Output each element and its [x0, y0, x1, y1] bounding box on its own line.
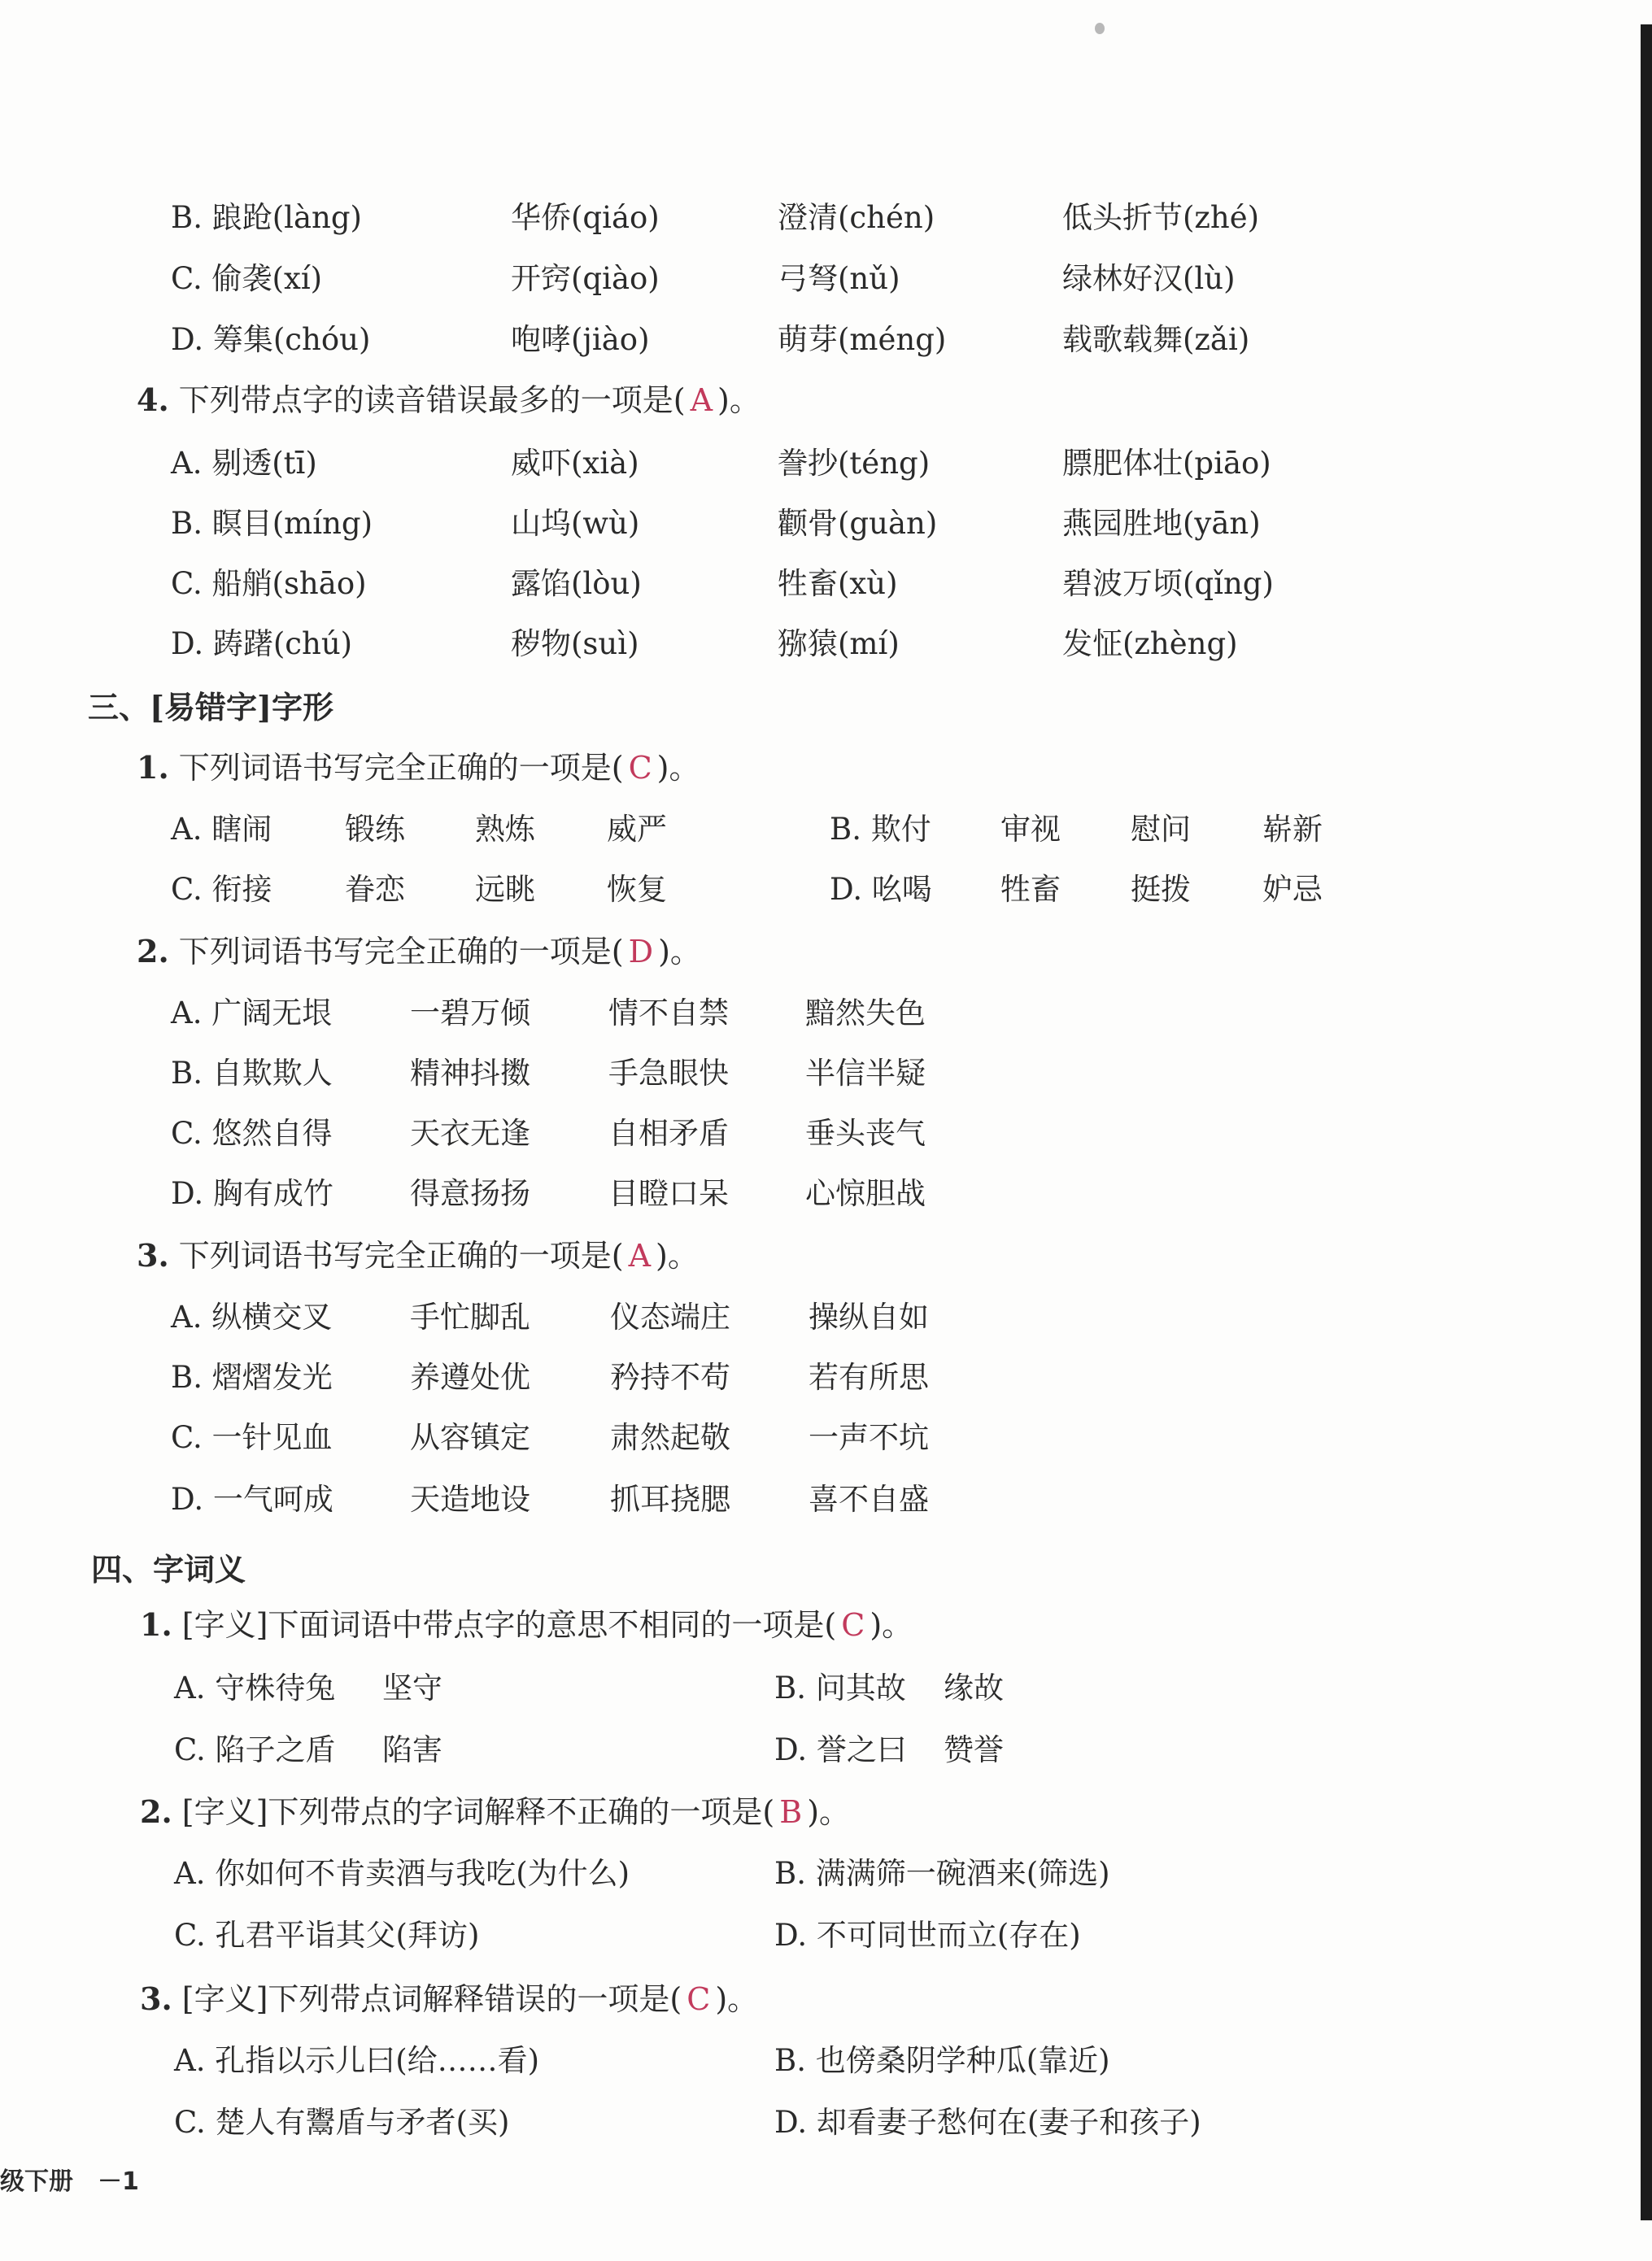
option-cell: 绿林好汉(lù) [1062, 261, 1236, 296]
option-cell: 恢复 [607, 872, 667, 907]
question-stem [137, 743, 700, 792]
option-row [0, 1849, 1652, 1898]
option-cell: 牲畜(xù) [778, 566, 898, 601]
option-cell: D. 不可同世而立(存在) [774, 1918, 1081, 1953]
option-cell: D. 胸有成竹 [171, 1176, 333, 1211]
option-cell: 从容镇定 [410, 1420, 530, 1455]
answer-mark: C [841, 1607, 865, 1643]
option-row [0, 1911, 1652, 1960]
option-row [0, 194, 1652, 242]
option-cell: 喜不自盛 [809, 1482, 929, 1517]
option-cell: 审视 [1000, 812, 1061, 847]
option-cell: D. 却看妻子愁何在(妻子和孩子) [774, 2105, 1201, 2140]
option-row [0, 560, 1652, 608]
answer-mark: C [628, 750, 652, 786]
option-cell: 天造地设 [410, 1482, 530, 1517]
question-number: 3. [140, 1980, 172, 2017]
answer-mark: A [690, 382, 713, 418]
question-row [0, 376, 1652, 425]
option-cell: C. 孔君平诣其父(拜访) [174, 1918, 480, 1953]
question-number: 1. [140, 1606, 172, 1643]
question-end: )。 [656, 1238, 699, 1274]
question-stem [137, 927, 701, 976]
option-cell: 抓耳挠腮 [610, 1482, 730, 1517]
question-end: )。 [656, 750, 700, 786]
question-stem [140, 1788, 850, 1836]
option-row [0, 805, 1652, 854]
option-cell: C. 陷子之盾 [174, 1732, 336, 1767]
option-cell: 萌芽(méng) [778, 322, 947, 357]
option-cell: D. 吆喝 [830, 872, 932, 907]
question-row [0, 1231, 1652, 1280]
option-cell: A. 广阔无垠 [171, 995, 333, 1030]
question-text: 下列词语书写完全正确的一项是( [178, 1238, 624, 1274]
option-cell: 露馅(lòu) [511, 566, 642, 601]
answer-mark: A [628, 1238, 652, 1274]
question-stem [140, 1975, 758, 2024]
question-number: 1. [137, 749, 169, 786]
question-stem [140, 1601, 913, 1649]
option-row [0, 1664, 1652, 1713]
option-cell: 碧波万顷(qǐng) [1062, 566, 1274, 601]
option-cell: 威严 [607, 812, 667, 847]
question-row [0, 1788, 1652, 1836]
scan-speck [1095, 23, 1105, 34]
option-row [0, 1475, 1652, 1524]
option-cell: 低头折节(zhé) [1062, 200, 1260, 235]
option-row [0, 989, 1652, 1038]
question-text: [字义]下面词语中带点字的意思不相同的一项是( [181, 1607, 837, 1643]
option-cell: 陷害 [382, 1732, 442, 1767]
question-end: )。 [715, 1981, 759, 2017]
option-cell: 心惊胆战 [805, 1176, 926, 1211]
option-row [0, 1109, 1652, 1158]
option-row [0, 1726, 1652, 1775]
answer-mark: B [779, 1794, 803, 1830]
option-cell: 载歌载舞(zǎi) [1062, 322, 1250, 357]
option-cell: 发怔(zhèng) [1062, 626, 1238, 661]
option-cell: 燕园胜地(yān) [1062, 506, 1261, 541]
answer-mark: C [687, 1981, 711, 2017]
option-row [0, 499, 1652, 548]
option-cell: 山坞(wù) [511, 506, 640, 541]
option-cell: B. 瞑目(míng) [171, 506, 373, 541]
option-cell: 一碧万倾 [410, 995, 530, 1030]
question-row [0, 927, 1652, 976]
option-cell: 黯然失色 [805, 995, 926, 1030]
option-cell: B. 欺付 [830, 812, 931, 847]
option-row [0, 1170, 1652, 1218]
question-text: 下列词语书写完全正确的一项是( [178, 934, 624, 969]
option-cell: 坚守 [382, 1671, 442, 1706]
option-cell: 若有所思 [809, 1360, 929, 1395]
question-end: )。 [807, 1794, 851, 1830]
option-cell: B. 满满筛一碗酒来(筛选) [774, 1856, 1110, 1891]
option-cell: 半信半疑 [805, 1056, 926, 1091]
option-cell: 熟炼 [475, 812, 535, 847]
question-number: 4. [137, 381, 169, 418]
option-cell: C. 一针见血 [171, 1420, 333, 1455]
option-cell: 颧骨(guàn) [778, 506, 938, 541]
option-cell: 慰问 [1131, 812, 1191, 847]
option-cell: 矜持不苟 [610, 1360, 730, 1395]
option-cell: 开窍(qiào) [511, 261, 660, 296]
option-cell: 得意扬扬 [410, 1176, 530, 1211]
question-text: 下列带点字的读音错误最多的一项是( [178, 382, 686, 418]
option-row [0, 1353, 1652, 1402]
option-cell: 缘故 [944, 1671, 1004, 1706]
option-cell: 咆哮(jiào) [511, 322, 650, 357]
option-cell: D. 一气呵成 [171, 1482, 333, 1517]
option-cell: B. 问其故 [774, 1671, 906, 1706]
option-cell: 天衣无逢 [410, 1116, 530, 1151]
option-cell: 手急眼快 [608, 1056, 729, 1091]
option-cell: C. 偷袭(xí) [171, 261, 323, 296]
option-row [0, 2037, 1652, 2085]
option-cell: 眷恋 [345, 872, 405, 907]
option-cell: 情不自禁 [608, 995, 729, 1030]
option-cell: A. 孔指以示儿曰(给……看) [174, 2043, 540, 2078]
section-heading: 三、[易错字]字形 [88, 689, 333, 725]
option-cell: B. 踉跄(làng) [171, 200, 362, 235]
question-text: [字义]下列带点词解释错误的一项是( [181, 1981, 682, 2017]
option-row [0, 1414, 1652, 1462]
option-cell: D. 誉之曰 [774, 1732, 907, 1767]
option-cell: B. 自欺欺人 [171, 1056, 333, 1091]
option-cell: C. 衔接 [171, 872, 272, 907]
question-stem [137, 1231, 699, 1280]
option-cell: 肃然起敬 [610, 1420, 730, 1455]
option-cell: 目瞪口呆 [608, 1176, 729, 1211]
option-cell: 操纵自如 [809, 1300, 929, 1335]
question-number: 2. [140, 1793, 172, 1830]
option-cell: 自相矛盾 [608, 1116, 729, 1151]
option-cell: 妒忌 [1262, 872, 1323, 907]
option-row [0, 865, 1652, 914]
option-cell: 澄清(chén) [778, 200, 935, 235]
option-cell: D. 筹集(chóu) [171, 322, 371, 357]
option-cell: 挺拨 [1131, 872, 1191, 907]
option-cell: A. 剔透(tī) [171, 446, 317, 481]
option-cell: C. 楚人有鬻盾与矛者(买) [174, 2105, 510, 2140]
option-cell: 赞誉 [944, 1732, 1004, 1767]
option-cell: C. 船艄(shāo) [171, 566, 367, 601]
question-end: )。 [658, 934, 701, 969]
option-row [0, 620, 1652, 669]
option-cell: 垂头丧气 [805, 1116, 926, 1151]
option-row [0, 255, 1652, 303]
option-cell: A. 纵横交叉 [171, 1300, 333, 1335]
section-heading: 四、字词义 [91, 1551, 246, 1588]
option-cell: 弓弩(nǔ) [778, 261, 900, 296]
question-number: 2. [137, 933, 169, 969]
question-row [0, 1601, 1652, 1649]
option-cell: B. 熠熠发光 [171, 1360, 333, 1395]
question-end: )。 [717, 382, 761, 418]
option-cell: 一声不坑 [809, 1420, 929, 1455]
option-cell: 仪态端庄 [610, 1300, 730, 1335]
option-cell: 膘肥体壮(piāo) [1062, 446, 1271, 481]
question-row [0, 1975, 1652, 2024]
page-footer: 级下册 －1 [0, 2167, 139, 2196]
question-end: )。 [870, 1607, 913, 1643]
option-cell: 华侨(qiáo) [511, 200, 660, 235]
question-text: 下列词语书写完全正确的一项是( [178, 750, 624, 786]
option-cell: 猕猿(mí) [778, 626, 900, 661]
option-row [0, 2098, 1652, 2147]
option-cell: 威吓(xià) [511, 446, 639, 481]
option-cell: A. 瞎闹 [171, 812, 272, 847]
option-cell: A. 守株待兔 [174, 1671, 336, 1706]
option-cell: C. 悠然自得 [171, 1116, 333, 1151]
option-row [0, 1293, 1652, 1342]
option-cell: 手忙脚乱 [410, 1300, 530, 1335]
question-row [0, 743, 1652, 792]
option-cell: 养遵处优 [410, 1360, 530, 1395]
option-cell: 秽物(suì) [511, 626, 639, 661]
option-row [0, 316, 1652, 364]
option-row [0, 1049, 1652, 1098]
answer-mark: D [628, 934, 654, 969]
option-cell: 锻练 [345, 812, 405, 847]
option-cell: 崭新 [1262, 812, 1323, 847]
option-cell: 精神抖擞 [410, 1056, 530, 1091]
option-cell: A. 你如何不肯卖酒与我吃(为什么) [174, 1856, 630, 1891]
option-row [0, 439, 1652, 488]
option-cell: 誊抄(téng) [778, 446, 931, 481]
option-cell: B. 也傍桑阴学种瓜(靠近) [774, 2043, 1110, 2078]
question-number: 3. [137, 1237, 169, 1274]
option-cell: 远眺 [475, 872, 535, 907]
question-stem [137, 376, 761, 425]
option-cell: 牲畜 [1000, 872, 1061, 907]
question-text: [字义]下列带点的字词解释不正确的一项是( [181, 1794, 775, 1830]
option-cell: D. 踌躇(chú) [171, 626, 353, 661]
